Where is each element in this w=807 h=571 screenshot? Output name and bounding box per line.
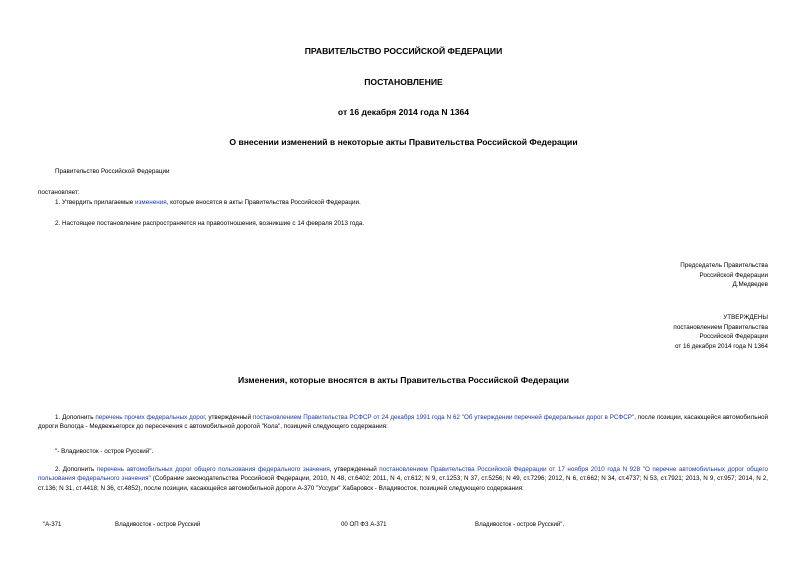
rsfsr-resolution-link[interactable]: постановлением Правительства РСФСР от 24 декабря 1991 года N 62 "Об утверждении перечней федеральных дорог в РСФСР" <box>252 414 635 421</box>
table-cell-name: Владивосток - остров Русский <box>115 521 201 528</box>
approved-line-3: Российской Федерации <box>699 333 768 341</box>
item-1-after: , которые вносятся в акты Правительства Российской Федерации. <box>166 199 361 206</box>
quote-1: "- Владивосток - остров Русский". <box>55 448 154 455</box>
table-cell-route: Владивосток - остров Русский". <box>475 521 565 528</box>
p1-end: , после позиции, касающейся автомобильной дороги Вологда - Медвежьегорск до пересечения с автомобильной дорогой "Кола", позицией следующего содержания: <box>38 414 768 431</box>
signature-line-1: Председатель Правительства <box>680 262 768 269</box>
p2-end: (Собрание законодательства Российской Федерации, 2010, N 48, ст.6402; 2011, N 4, ст.612; N 9, ст.1253; N 37, ст.5256; N 49, ст.7296; 2012, N 6, ст.662; N 34, ст.4737; N 53, ст.7921; 2013, N 9, ст.957; 2014, N 2, ст.136; N 31, ст.4418; N 36, ст.4852), после позиции, касающейся автомобильной дороги А-370 "Уссури" Хабаровск - Владивосток, позицией следующего содержания: <box>38 475 768 492</box>
intro-text: Правительство Российской Федерации <box>55 168 170 175</box>
government-heading: ПРАВИТЕЛЬСТВО РОССИЙСКОЙ ФЕДЕРАЦИИ <box>304 46 503 56</box>
changes-paragraph-1 <box>38 413 768 432</box>
federal-highways-list-link[interactable]: перечень автомобильных дорог общего пользования федерального значения <box>96 466 330 473</box>
approved-line-2: постановлением Правительства <box>673 323 768 331</box>
document-date-number: от 16 декабря 2014 года N 1364 <box>337 107 470 117</box>
changes-paragraph-2 <box>38 465 768 493</box>
federal-roads-list-link[interactable]: перечень прочих федеральных дорог <box>95 414 205 421</box>
item-1-before: 1. Утвердить прилагаемые <box>55 199 135 206</box>
approved-block <box>673 313 768 351</box>
signature-block <box>680 261 768 290</box>
p2-mid: , утвержденный <box>329 466 380 473</box>
item-1 <box>55 198 361 207</box>
changes-title: Изменения, которые вносятся в акты Правительства Российской Федерации <box>237 375 569 385</box>
table-cell-index: "А-371 <box>43 521 62 528</box>
approved-line-4: от 16 декабря 2014 года N 1364 <box>674 342 768 350</box>
changes-link[interactable]: изменения <box>135 199 167 206</box>
table-cell-id: 00 ОП ФЗ А-371 <box>341 521 387 528</box>
approved-line-1: УТВЕРЖДЕНЫ <box>723 314 768 321</box>
p1-start: 1. Дополнить <box>55 414 96 421</box>
document-type: ПОСТАНОВЛЕНИЕ <box>364 77 443 87</box>
document-title: О внесении изменений в некоторые акты Правительства Российской Федерации <box>229 137 578 147</box>
item-2: 2. Настоящее постановление распространяется на правоотношения, возникшие с 14 февраля 2013 года. <box>55 220 365 227</box>
p1-mid: , утвержденный <box>204 414 253 421</box>
p2-start: 2. Дополнить <box>55 466 97 473</box>
resolves-text: постановляет: <box>38 189 80 196</box>
signature-line-3: Д.Медведев <box>732 281 768 289</box>
rf-resolution-928-link[interactable]: постановлением Правительства Российской Федерации от 17 ноября 2010 года N 928 "О перечне автомобильных дорог общего пользования федерального значения" <box>38 466 768 483</box>
signature-line-2: Российской Федерации <box>699 271 768 279</box>
